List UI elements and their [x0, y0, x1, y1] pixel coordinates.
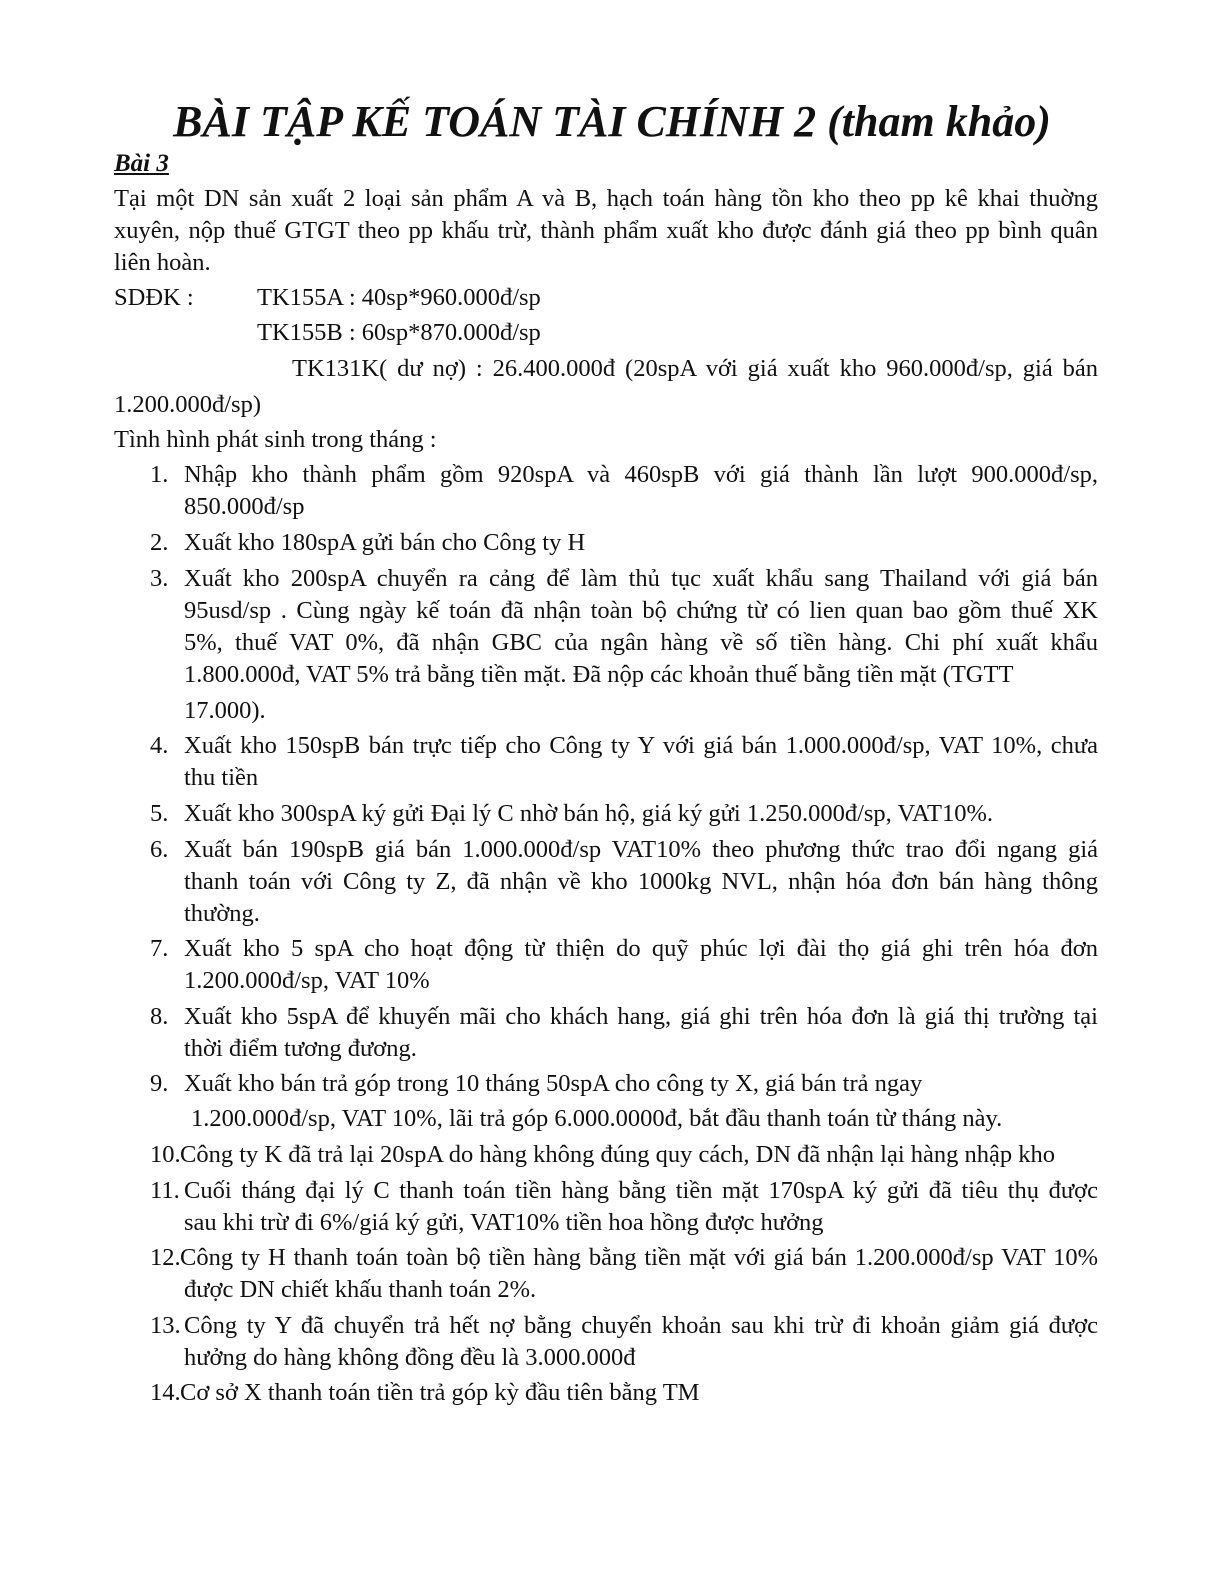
- intro-line: Tại một DN sản xuất 2 loại sản phẩm A và B, hạch toán hàng tồn kho theo pp kê khai thuờng: [114, 185, 1098, 212]
- item-number: 1.: [150, 461, 169, 488]
- item-number: 5.: [150, 800, 169, 827]
- list-item: Xuất kho 180spA gửi bán cho Công ty H: [184, 529, 586, 556]
- list-item: sau khi trừ đi 6%/giá ký gửi, VAT10% tiền hoa hồng được hưởng: [184, 1209, 824, 1236]
- list-item: 1.200.000đ/sp, VAT 10%: [184, 967, 430, 994]
- page-title: BÀI TẬP KẾ TOÁN TÀI CHÍNH 2 (tham khảo): [173, 97, 1051, 146]
- list-item: được DN chiết khấu thanh toán 2%.: [184, 1276, 537, 1303]
- opening-balance-tk131k-cont: 1.200.000đ/sp): [114, 391, 261, 418]
- item-number: 8.: [150, 1003, 169, 1030]
- list-item: Công ty Y đã chuyển trả hết nợ bằng chuyển khoản sau khi trừ đi khoản giảm giá được: [184, 1312, 1098, 1339]
- item-number: 10.: [150, 1141, 181, 1168]
- list-item: 5%, thuế VAT 0%, đã nhận GBC của ngân hàng về số tiền hàng. Chi phí xuất khẩu: [184, 629, 1098, 656]
- opening-balance-tk155b: TK155B : 60sp*870.000đ/sp: [257, 319, 541, 346]
- list-item: 17.000).: [184, 697, 266, 724]
- item-number: 11.: [150, 1177, 180, 1204]
- list-item: Công ty H thanh toán toàn bộ tiền hàng bằng tiền mặt với giá bán 1.200.000đ/sp VAT 10%: [180, 1244, 1098, 1271]
- list-item: Xuất bán 190spB giá bán 1.000.000đ/sp VAT10% theo phương thức trao đổi ngang giá: [184, 836, 1098, 863]
- item-number: 9.: [150, 1070, 169, 1097]
- list-item: thu tiền: [184, 764, 259, 791]
- item-number: 13.: [150, 1312, 181, 1339]
- item-number: 6.: [150, 836, 169, 863]
- list-item: Cuối tháng đại lý C thanh toán tiền hàng bằng tiền mặt 170spA ký gửi đã tiêu thụ được: [184, 1177, 1098, 1204]
- item-number: 4.: [150, 732, 169, 759]
- list-item: hưởng do hàng không đồng đều là 3.000.000đ: [184, 1344, 636, 1371]
- intro-line: xuyên, nộp thuế GTGT theo pp khấu trừ, thành phẩm xuất kho được đánh giá theo pp bình quân: [114, 217, 1098, 244]
- opening-balance-tk131k: TK131K( dư nợ) : 26.400.000đ (20spA với giá xuất kho 960.000đ/sp, giá bán: [292, 355, 1098, 382]
- item-number: 3.: [150, 565, 169, 592]
- exercise-label: Bài 3: [114, 150, 169, 177]
- list-item: thanh toán với Công ty Z, đã nhận về kho 1000kg NVL, nhận hóa đơn bán hàng thông: [184, 868, 1098, 895]
- list-item: thường.: [184, 900, 260, 927]
- item-number: 2.: [150, 529, 169, 556]
- list-item: 850.000đ/sp: [184, 493, 305, 520]
- list-item: 1.800.000đ, VAT 5% trả bằng tiền mặt. Đã nộp các khoản thuế bằng tiền mặt (TGTT: [184, 661, 1014, 688]
- list-item: Xuất kho bán trả góp trong 10 tháng 50spA cho công ty X, giá bán trả ngay: [184, 1070, 923, 1097]
- opening-balance-label: SDĐK :: [114, 284, 194, 311]
- list-item: Công ty K đã trả lại 20spA do hàng không đúng quy cách, DN đã nhận lại hàng nhập kho: [180, 1141, 1056, 1168]
- list-item: 1.200.000đ/sp, VAT 10%, lãi trả góp 6.000.0000đ, bắt đầu thanh toán từ tháng này.: [191, 1105, 1003, 1132]
- transactions-heading: Tình hình phát sinh trong tháng :: [114, 426, 437, 453]
- list-item: Xuất kho 5spA để khuyến mãi cho khách hang, giá ghi trên hóa đơn là giá thị trường tại: [184, 1003, 1098, 1030]
- item-number: 12.: [150, 1244, 181, 1271]
- list-item: 95usd/sp . Cùng ngày kế toán đã nhận toàn bộ chứng từ có lien quan bao gồm thuế XK: [184, 597, 1098, 624]
- list-item: Xuất kho 300spA ký gửi Đại lý C nhờ bán hộ, giá ký gửi 1.250.000đ/sp, VAT10%.: [184, 800, 993, 827]
- list-item: Cơ sở X thanh toán tiền trả góp kỳ đầu tiên bằng TM: [180, 1379, 700, 1406]
- intro-line: liên hoàn.: [114, 249, 211, 276]
- opening-balance-tk155a: TK155A : 40sp*960.000đ/sp: [257, 284, 541, 311]
- list-item: Nhập kho thành phẩm gồm 920spA và 460spB với giá thành lần lượt 900.000đ/sp,: [184, 461, 1098, 488]
- list-item: Xuất kho 200spA chuyển ra cảng để làm thủ tục xuất khẩu sang Thailand với giá bán: [184, 565, 1098, 592]
- list-item: thời điểm tương đương.: [184, 1035, 417, 1062]
- item-number: 14.: [150, 1379, 181, 1406]
- list-item: Xuất kho 5 spA cho hoạt động từ thiện do quỹ phúc lợi đài thọ giá ghi trên hóa đơn: [184, 935, 1098, 962]
- list-item: Xuất kho 150spB bán trực tiếp cho Công ty Y với giá bán 1.000.000đ/sp, VAT 10%, chưa: [184, 732, 1098, 759]
- item-number: 7.: [150, 935, 169, 962]
